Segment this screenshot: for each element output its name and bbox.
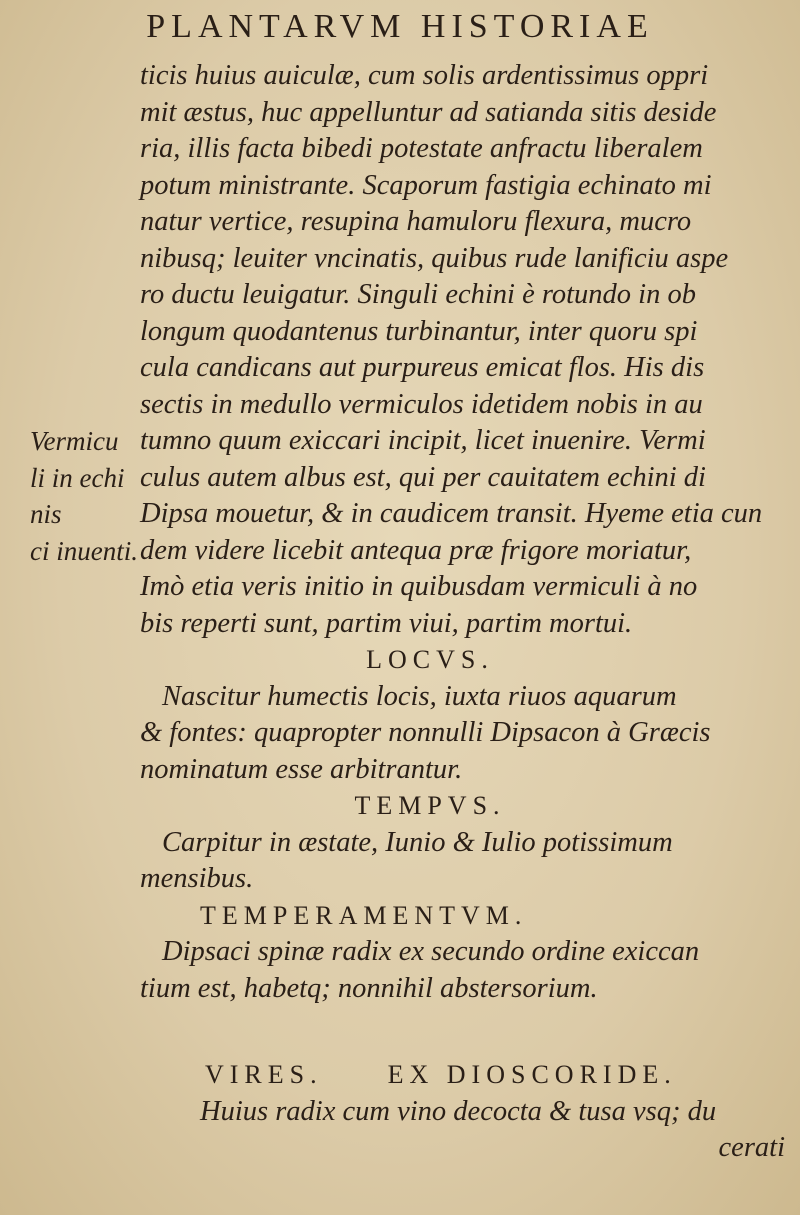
text-line: Imò etia veris initio in quibusdam vermiculi à no — [140, 571, 698, 602]
text-line: longum quodantenus turbinantur, inter quoru spi — [140, 315, 698, 347]
section-heading-temperamentum: TEMPERAMENTVM. — [200, 900, 528, 930]
margin-notes — [30, 423, 140, 569]
section-heading-tempus: TEMPVS. — [354, 791, 506, 820]
running-header: PLANTARVM HISTORIAE — [146, 8, 654, 45]
section-subheading-dioscoride: EX DIOSCORIDE. — [387, 1060, 677, 1089]
text-line: mensibus. — [140, 863, 254, 894]
margin-note: nis — [30, 499, 62, 529]
text-line: dem videre licebit antequa præ frigore moriatur, — [140, 534, 692, 566]
text-line: Huius radix cum vino decocta & tusa vsq; du — [200, 1095, 717, 1127]
text-line: tumno quum exiccari incipit, licet inuenire. Vermi — [140, 425, 706, 456]
margin-note: li in echi — [30, 462, 125, 493]
text-line: ticis huius auiculæ, cum solis ardentissimus oppri — [140, 60, 709, 91]
text-line: cula candicans aut purpureus emicat flos. His dis — [140, 352, 705, 383]
vires-section — [200, 1057, 785, 1167]
text-line: nominatum esse arbitrantur. — [140, 753, 463, 785]
text-line: Dipsaci spinæ radix ex secundo ordine exiccan — [162, 936, 700, 967]
vires-heading-row — [205, 1057, 785, 1094]
text-line: sectis in medullo vermiculos idetidem nobis in au — [140, 388, 703, 420]
text-line: bis reperti sunt, partim viui, partim mortui. — [140, 607, 633, 639]
text-line: potum ministrante. Scaporum fastigia echinato mi — [140, 169, 712, 201]
text-line: Carpitur in æstate, Iunio & Iulio potissimum — [162, 826, 673, 858]
text-line-catchword: cerati — [718, 1132, 785, 1163]
text-line: ro ductu leuigatur. Singuli echini è rotundo in ob — [140, 279, 696, 310]
text-line: nibusq; leuiter vncinatis, quibus rude lanificiu aspe — [140, 242, 729, 274]
text-line: tium est, habetq; nonnihil abstersorium. — [140, 972, 598, 1004]
text-line: & fontes: quapropter nonnulli Dipsacon à Græcis — [140, 717, 711, 748]
section-heading-locus: LOCVS. — [366, 645, 494, 674]
text-line: culus autem albus est, qui per cauitatem echini di — [140, 461, 706, 493]
text-line: ria, illis facta bibedi potestate anfractu liberalem — [140, 133, 703, 164]
text-line: mit æstus, huc appelluntur ad satianda sitis deside — [140, 96, 717, 128]
text-line: Nascitur humectis locis, iuxta riuos aquarum — [162, 680, 677, 712]
section-heading-vires: VIRES. — [205, 1060, 323, 1089]
main-text — [140, 58, 790, 1007]
margin-note: ci inuenti. — [30, 535, 138, 566]
text-line: natur vertice, resupina hamuloru flexura, mucro — [140, 206, 692, 237]
margin-note: Vermicu — [30, 426, 119, 456]
text-line: Dipsa mouetur, & in caudicem transit. Hyeme etia cun — [140, 498, 763, 529]
